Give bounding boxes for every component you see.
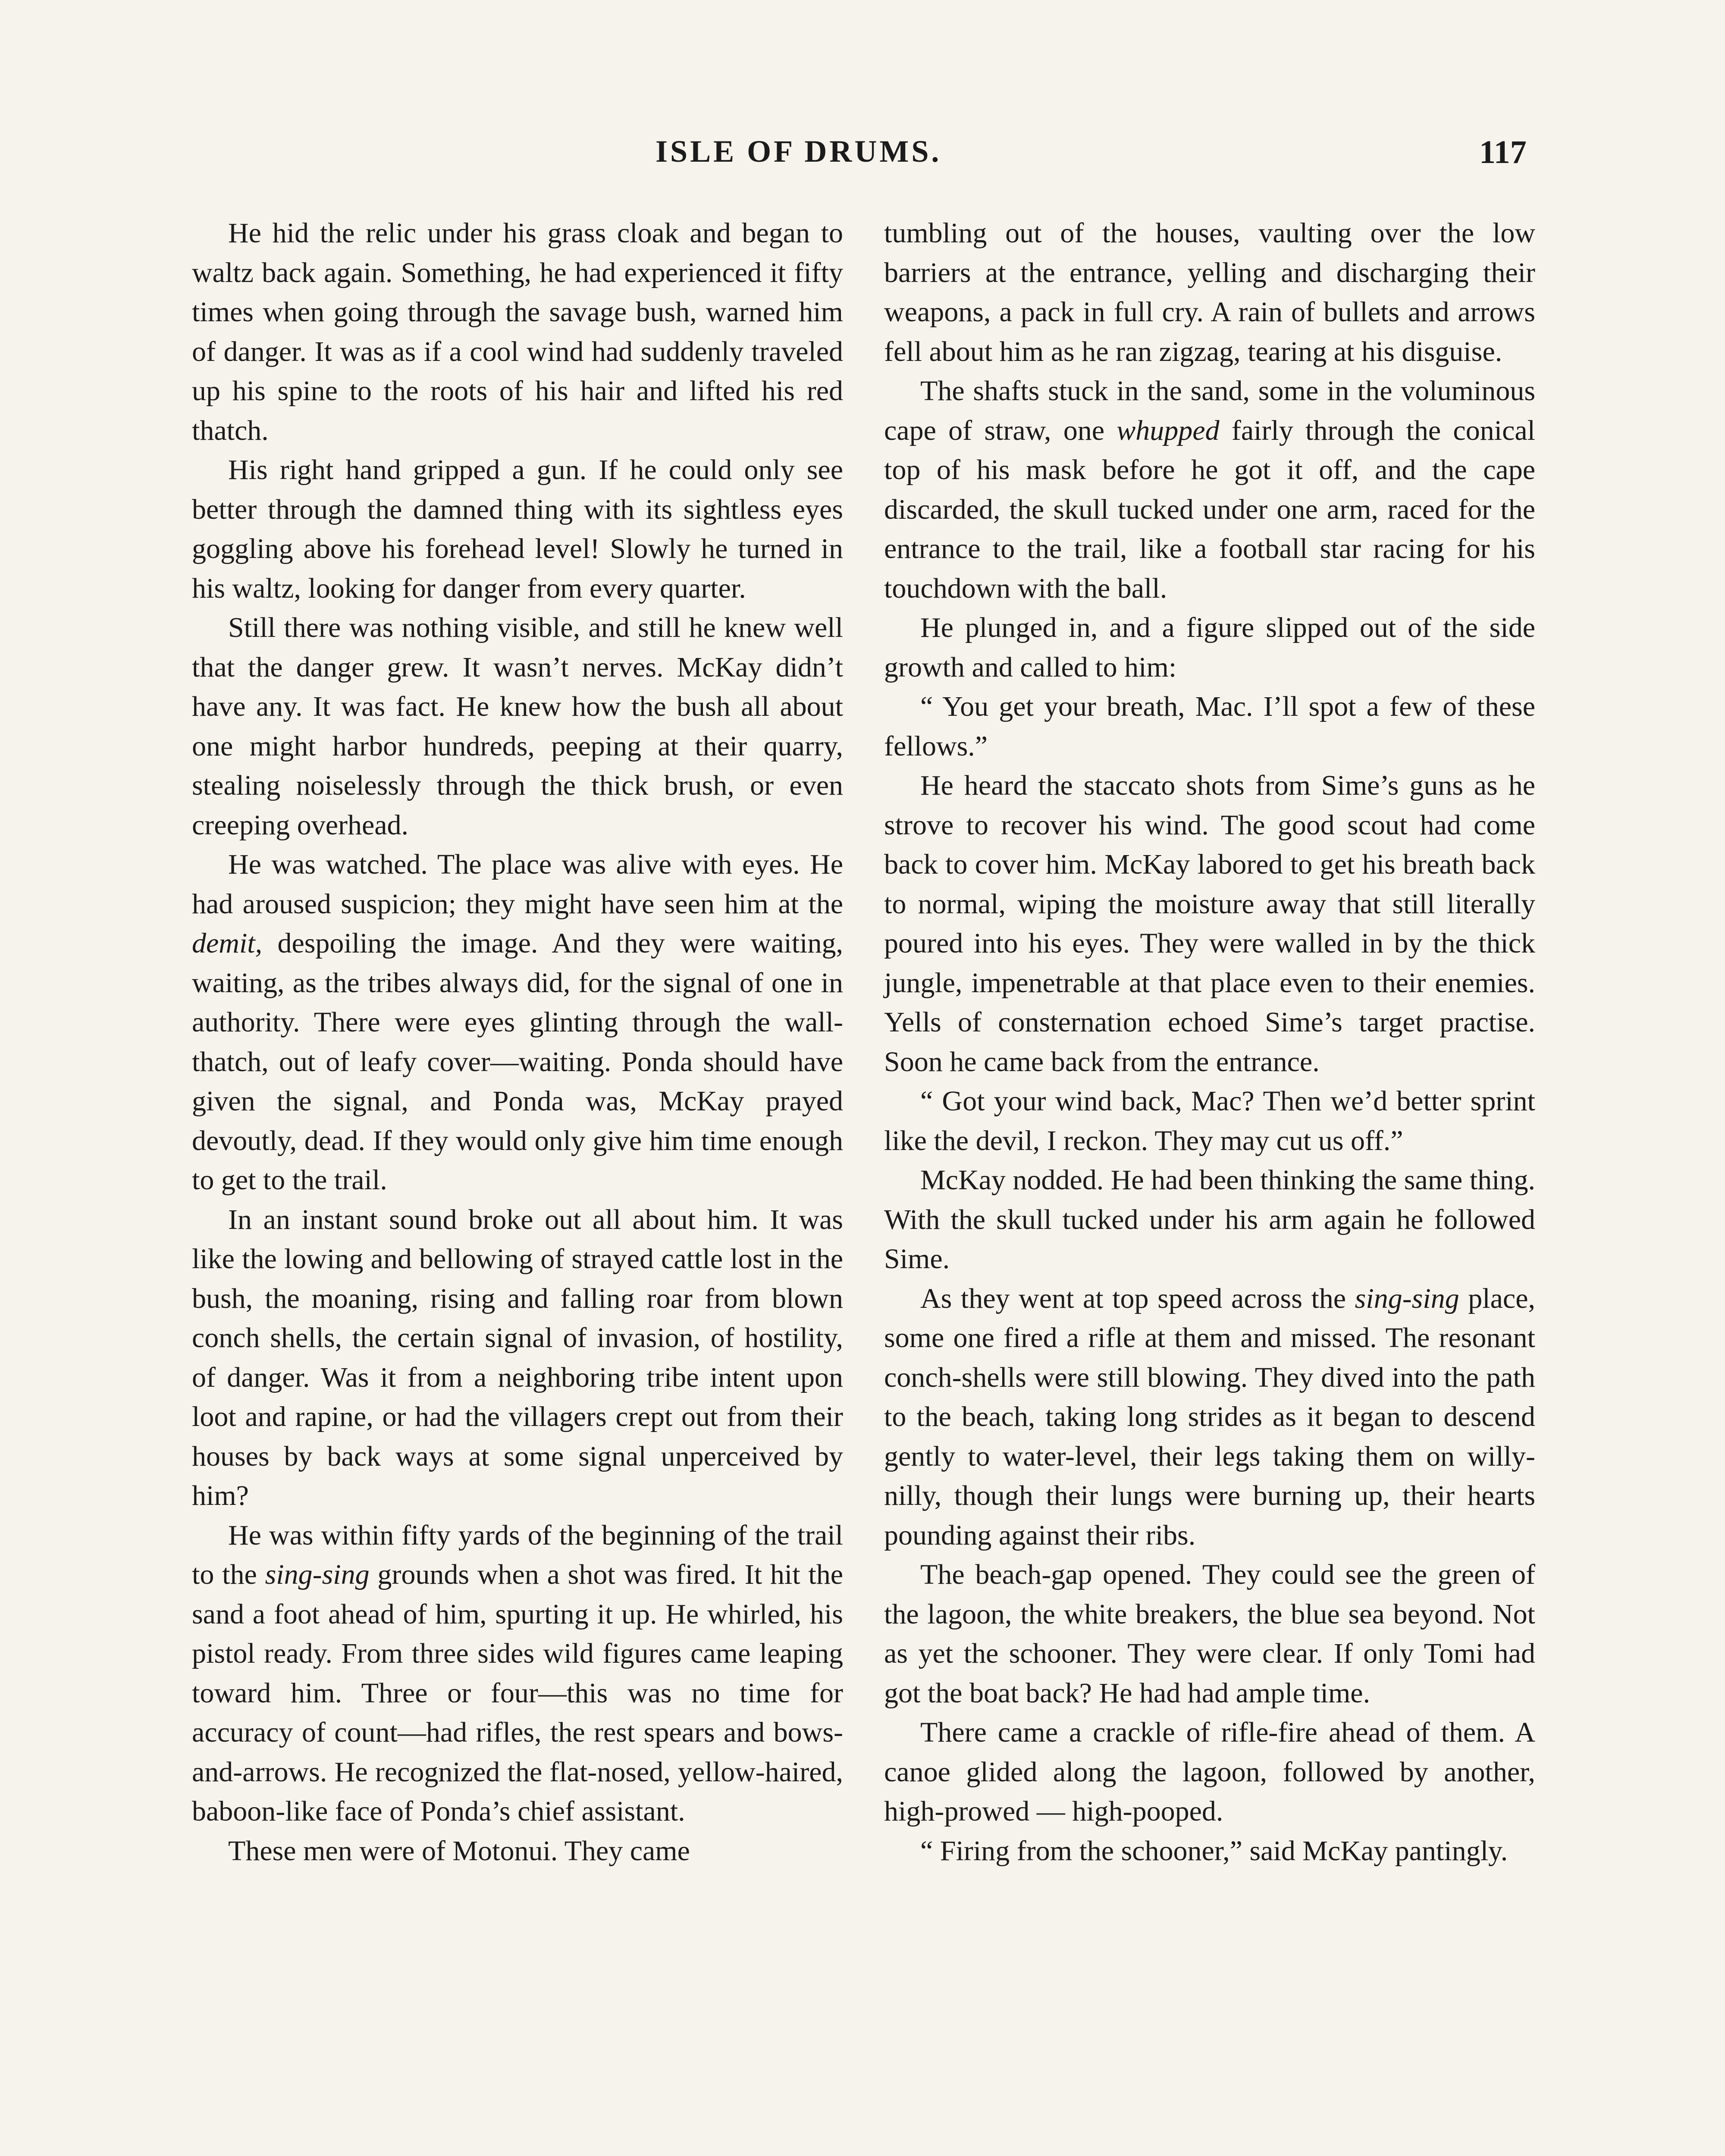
italic-term: whupped [1117,414,1220,446]
left-text-column [192,213,843,1871]
italic-term: demit, [192,928,263,959]
paragraph-text: place, some one fired a rifle at them and missed. The resonant conch-shells were still blowing. They dived into the path to the beach, taking long strides as it began to descend gently to water-level, their legs taking them on willy-nilly, though their lungs were burning up, their hearts pounding against their ribs. [884,1282,1535,1551]
paragraph-text: The shafts stuck in the sand, some in the voluminous cape of straw, one [884,375,1535,446]
paragraph: McKay nodded. He had been thinking the same thing. With the skull tucked under his arm again he followed Sime. [884,1164,1535,1275]
paragraph: In an instant sound broke out all about him. It was like the lowing and bellowing of strayed cattle lost in the bush, the moaning, rising and falling roar from blown conch shells, the certain signal of invasion, of hostility, of danger. Was it from a neighboring tribe intent upon loot and rapine, or had the villagers crept out from their houses by back ways at some signal unperceived by him? [192,1203,843,1511]
page-number: 117 [1479,134,1527,170]
running-head-title: ISLE OF DRUMS. [656,134,942,169]
right-text-column [884,213,1535,1871]
paragraph-text: grounds when a shot was fired. It hit the sand a foot ahead of him, spurting it up. He whirled, his pistol ready. From three sides wild figures came leaping toward him. Three or four—this was no time for accuracy of count—had rifles, the rest spears and bows-and-arrows. He recognized the flat-nosed, yellow-haired, baboon-like face of Ponda’s chief assistant. [192,1559,843,1827]
paragraph: The beach-gap opened. They could see the green of the lagoon, the white breakers, the blue sea beyond. Not as yet the schooner. They were clear. If only Tomi had got the boat back? He had had ample time. [884,1559,1535,1709]
paragraph [192,1516,843,1831]
paragraph: He plunged in, and a figure slipped out of the side growth and called to him: [884,612,1535,683]
italic-term: sing-sing [265,1559,370,1590]
paragraph [884,371,1535,608]
paragraph-text: He was watched. The place was alive with eyes. He had aroused suspicion; they might have seen him at the [192,849,843,920]
paragraph: Still there was nothing visible, and still he knew well that the danger grew. It wasn’t nerves. McKay didn’t have any. It was fact. He knew how the bush all about one might harbor hundreds, peeping at their quarry, stealing noiselessly through the thick brush, or even creeping overhead. [192,612,843,841]
paragraph-text: fairly through the conical top of his mask before he got it off, and the cape discarded, the skull tucked under one arm, raced for the entrance to the trail, like a football star racing for his touchdown with the ball. [884,414,1535,604]
paragraph-text: He was within fifty yards of the beginning of the trail to the [192,1519,843,1590]
paragraph: His right hand gripped a gun. If he could only see better through the damned thing with its sightless eyes goggling above his forehead level! Slowly he turned in his waltz, looking for danger from every quarter. [192,454,843,604]
italic-term: sing-sing [1355,1282,1459,1314]
paragraph-continued: tumbling out of the houses, vaulting over the low barriers at the entrance, yelling and discharging their weapons, a pack in full cry. A rain of bullets and arrows fell about him as he ran zigzag, tearing at his disguise. [884,217,1535,367]
dialogue-paragraph: “ You get your breath, Mac. I’ll spot a few of these fellows.” [884,691,1535,762]
paragraph-text: As they went at top speed across the [920,1282,1355,1314]
paragraph: These men were of Motonui. They came [228,1835,690,1867]
paragraph [192,845,843,1200]
paragraph-text: despoiling the image. And they were waiting, waiting, as the tribes always did, for the signal of one in authority. There were eyes glinting through the wall-thatch, out of leafy cover—waiting. Ponda should have given the signal, and Ponda was, McKay prayed devoutly, dead. If they would only give him time enough to get to the trail. [192,928,843,1196]
paragraph [884,1279,1535,1555]
dialogue-paragraph: “ Firing from the schooner,” said McKay pantingly. [920,1835,1508,1867]
paragraph: There came a crackle of rifle-fire ahead of them. A canoe glided along the lagoon, followed by another, high-prowed — high-pooped. [884,1717,1535,1827]
paragraph: He heard the staccato shots from Sime’s guns as he strove to recover his wind. The good scout had come back to cover him. McKay labored to get his breath back to normal, wiping the moisture away that still literally poured into his eyes. They were walled in by the thick jungle, impenetrable at that place even to their enemies. Yells of consternation echoed Sime’s target practise. Soon he came back from the entrance. [884,770,1535,1078]
dialogue-paragraph: “ Got your wind back, Mac? Then we’d better sprint like the devil, I reckon. They may cut us off.” [884,1085,1535,1156]
paragraph: He hid the relic under his grass cloak and began to waltz back again. Something, he had experienced it fifty times when going through the savage bush, warned him of danger. It was as if a cool wind had suddenly traveled up his spine to the roots of his hair and lifted his red thatch. [192,217,843,446]
